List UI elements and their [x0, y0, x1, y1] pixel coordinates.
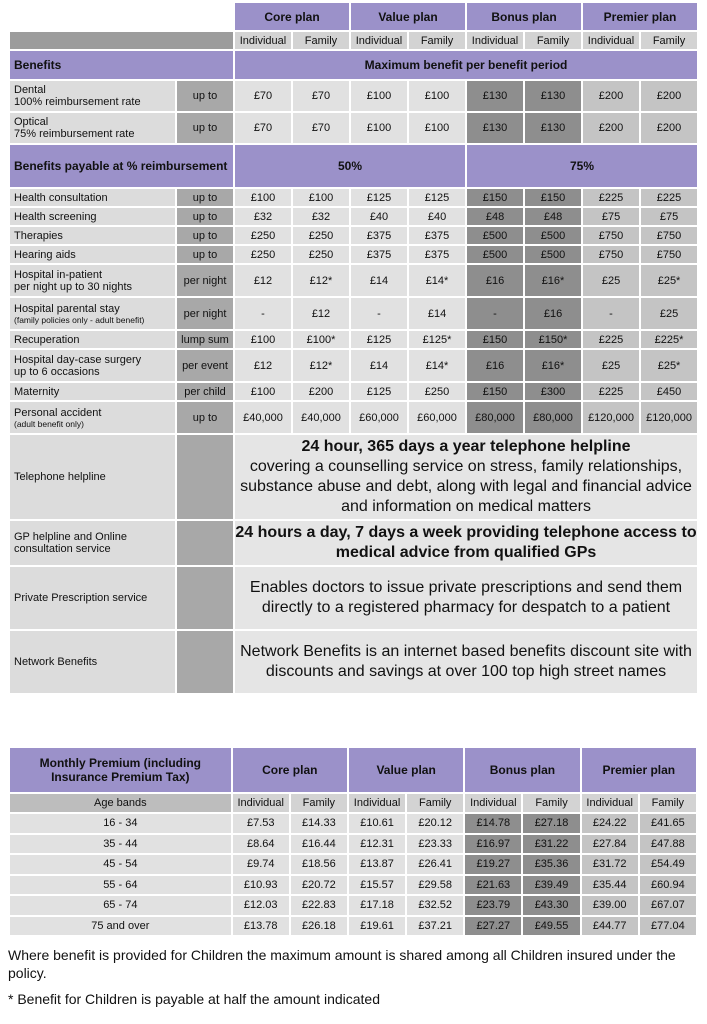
- premium-value: £14.33: [291, 814, 347, 833]
- benefit-value: £500: [525, 227, 581, 244]
- benefit-value: £500: [467, 227, 523, 244]
- benefit-name: Hearing aids: [14, 248, 76, 261]
- subheader-individual: Individual: [583, 32, 639, 49]
- premium-value: £14.78: [465, 814, 521, 833]
- benefit-value: -: [583, 298, 639, 329]
- benefit-value: £32: [293, 208, 349, 225]
- benefit-value: £200: [293, 383, 349, 400]
- service-row: [10, 435, 697, 519]
- benefit-row: [10, 298, 697, 329]
- benefit-value: £25: [583, 265, 639, 296]
- benefit-value: £225: [583, 331, 639, 348]
- age-bands-label: Age bands: [10, 794, 231, 812]
- premium-value: £20.72: [291, 876, 347, 895]
- pct-header: Benefits payable at % reimbursement: [10, 145, 233, 187]
- benefit-value: £250: [293, 227, 349, 244]
- benefit-value: -: [467, 298, 523, 329]
- premium-value: £32.52: [407, 896, 463, 915]
- premium-table: [8, 746, 698, 937]
- benefit-value: £14: [351, 265, 407, 296]
- benefit-name: Dental: [14, 84, 46, 96]
- benefit-label: [10, 246, 175, 263]
- subheader-individual: Individual: [351, 32, 407, 49]
- premium-row: [10, 835, 696, 854]
- service-unit-blank: [177, 567, 233, 629]
- benefit-value: £500: [525, 246, 581, 263]
- benefit-value: £150: [467, 331, 523, 348]
- pct-rows: [10, 189, 697, 433]
- service-headline: 24 hours a day, 7 days a week providing telephone access to medical advice from qualified GPs: [235, 524, 697, 561]
- benefit-label: [10, 189, 175, 206]
- premium-value: £7.53: [233, 814, 289, 833]
- benefit-unit: up to: [177, 189, 233, 206]
- benefit-value: £250: [235, 227, 291, 244]
- benefit-value: £40: [351, 208, 407, 225]
- premium-subheader: Individual: [465, 794, 521, 812]
- pct-75-header: 75%: [467, 145, 697, 187]
- plan-header-premier: Premier plan: [583, 3, 697, 30]
- benefit-value: £375: [351, 227, 407, 244]
- subheader-individual: Individual: [235, 32, 291, 49]
- service-label: GP helpline and Online consultation service: [10, 521, 175, 565]
- subheader-family: Family: [409, 32, 465, 49]
- benefit-row: [10, 331, 697, 348]
- premium-value: £54.49: [640, 855, 696, 874]
- premium-value: £67.07: [640, 896, 696, 915]
- premium-plan-bonus: Bonus plan: [465, 748, 579, 792]
- benefits-header: Benefits: [10, 51, 233, 79]
- premium-value: £16.97: [465, 835, 521, 854]
- benefit-value: -: [235, 298, 291, 329]
- service-description: [235, 521, 697, 565]
- premium-value: £10.61: [349, 814, 405, 833]
- benefit-label: [10, 350, 175, 381]
- benefit-value: £25*: [641, 350, 697, 381]
- benefit-value: £225: [583, 383, 639, 400]
- benefit-unit: per child: [177, 383, 233, 400]
- premium-value: £21.63: [465, 876, 521, 895]
- subheader-family: Family: [525, 32, 581, 49]
- benefit-value: £120,000: [583, 402, 639, 433]
- benefit-value: £225: [641, 189, 697, 206]
- premium-value: £49.55: [523, 917, 579, 936]
- premium-value: £27.27: [465, 917, 521, 936]
- benefit-name: Health screening: [14, 210, 97, 223]
- premium-value: £19.61: [349, 917, 405, 936]
- benefit-unit: up to: [177, 208, 233, 225]
- premium-value: £23.79: [465, 896, 521, 915]
- premium-value: £13.87: [349, 855, 405, 874]
- benefit-value: £375: [409, 227, 465, 244]
- benefit-value: £75: [583, 208, 639, 225]
- full-rate-rows: [10, 81, 697, 143]
- benefit-row: [10, 350, 697, 381]
- benefit-name: Therapies: [14, 229, 63, 242]
- service-label: Private Prescription service: [10, 567, 175, 629]
- benefit-value: £16: [467, 350, 523, 381]
- premium-value: £39.49: [523, 876, 579, 895]
- service-text: Enables doctors to issue private prescriptions and send them directly to a registered pharmacy for despatch to a patient: [249, 579, 683, 616]
- service-label: Telephone helpline: [10, 435, 175, 519]
- max-benefit-header: Maximum benefit per benefit period: [235, 51, 697, 79]
- premium-value: £37.21: [407, 917, 463, 936]
- premium-value: £26.18: [291, 917, 347, 936]
- premium-value: £77.04: [640, 917, 696, 936]
- benefit-value: £12*: [293, 350, 349, 381]
- benefit-value: £200: [641, 113, 697, 143]
- benefit-value: £40,000: [235, 402, 291, 433]
- benefit-value: £48: [525, 208, 581, 225]
- service-row: [10, 631, 697, 693]
- premium-value: £35.44: [582, 876, 638, 895]
- benefit-label: [10, 227, 175, 244]
- benefit-label: [10, 208, 175, 225]
- benefit-value: £130: [467, 81, 523, 111]
- benefit-value: £100: [235, 383, 291, 400]
- benefit-label: [10, 113, 175, 143]
- benefit-value: £500: [467, 246, 523, 263]
- premium-value: £44.77: [582, 917, 638, 936]
- age-band: 75 and over: [10, 917, 231, 936]
- benefit-unit: lump sum: [177, 331, 233, 348]
- benefit-value: £130: [525, 81, 581, 111]
- benefit-row: [10, 383, 697, 400]
- premium-value: £26.41: [407, 855, 463, 874]
- subheader-individual: Individual: [467, 32, 523, 49]
- benefit-value: £125: [409, 189, 465, 206]
- benefits-table: [8, 1, 699, 695]
- benefit-value: £100: [351, 113, 407, 143]
- benefit-value: £80,000: [467, 402, 523, 433]
- benefit-value: £450: [641, 383, 697, 400]
- premium-subheader: Individual: [349, 794, 405, 812]
- benefit-row: [10, 227, 697, 244]
- benefit-name: Optical: [14, 116, 49, 128]
- benefit-value: £25*: [641, 265, 697, 296]
- footnote-children-shared: Where benefit is provided for Children the maximum amount is shared among all Children insured under the policy.: [8, 947, 676, 981]
- benefit-value: £200: [641, 81, 697, 111]
- benefit-sublabel: up to 6 occasions: [14, 365, 100, 378]
- benefit-value: £100: [293, 189, 349, 206]
- benefit-value: £40,000: [293, 402, 349, 433]
- benefit-row: [10, 208, 697, 225]
- benefit-value: £150: [467, 189, 523, 206]
- benefit-unit: up to: [177, 402, 233, 433]
- subheader-family: Family: [641, 32, 697, 49]
- benefit-sublabel: 100% reimbursement rate: [14, 96, 141, 108]
- benefit-label: [10, 265, 175, 296]
- age-band: 65 - 74: [10, 896, 231, 915]
- premium-plan-premier: Premier plan: [582, 748, 696, 792]
- premium-row: [10, 876, 696, 895]
- premium-value: £60.94: [640, 876, 696, 895]
- benefit-value: £125*: [409, 331, 465, 348]
- benefit-value: £12: [235, 265, 291, 296]
- benefit-value: £70: [293, 113, 349, 143]
- benefit-label: [10, 402, 175, 433]
- benefit-name: Hospital day-case surgery: [14, 353, 142, 366]
- benefit-value: -: [351, 298, 407, 329]
- benefit-value: £32: [235, 208, 291, 225]
- benefit-sublabel: (adult benefit only): [14, 418, 84, 429]
- premium-value: £9.74: [233, 855, 289, 874]
- subheader-family: Family: [293, 32, 349, 49]
- premium-value: £18.56: [291, 855, 347, 874]
- benefit-value: £750: [641, 246, 697, 263]
- premium-value: £8.64: [233, 835, 289, 854]
- premium-value: £19.27: [465, 855, 521, 874]
- benefit-value: £16*: [525, 350, 581, 381]
- premium-subheader: Individual: [582, 794, 638, 812]
- benefit-value: £125: [351, 383, 407, 400]
- premium-value: £43.30: [523, 896, 579, 915]
- premium-value: £27.18: [523, 814, 579, 833]
- service-label: Network Benefits: [10, 631, 175, 693]
- age-band: 16 - 34: [10, 814, 231, 833]
- premium-row: [10, 917, 696, 936]
- premium-value: £24.22: [582, 814, 638, 833]
- benefit-value: £225: [583, 189, 639, 206]
- benefit-value: £200: [583, 113, 639, 143]
- benefit-value: £225*: [641, 331, 697, 348]
- benefit-value: £120,000: [641, 402, 697, 433]
- benefit-value: £60,000: [351, 402, 407, 433]
- benefit-value: £100: [409, 81, 465, 111]
- plan-header-value: Value plan: [351, 3, 465, 30]
- benefit-row: [10, 189, 697, 206]
- premium-plan-core: Core plan: [233, 748, 347, 792]
- premium-subheader: Family: [523, 794, 579, 812]
- premium-value: £41.65: [640, 814, 696, 833]
- benefit-value: £48: [467, 208, 523, 225]
- premium-value: £20.12: [407, 814, 463, 833]
- age-band: 45 - 54: [10, 855, 231, 874]
- benefit-value: £300: [525, 383, 581, 400]
- benefit-label: [10, 298, 175, 329]
- premium-value: £13.78: [233, 917, 289, 936]
- benefit-value: £80,000: [525, 402, 581, 433]
- premium-rows: [10, 814, 696, 935]
- benefit-value: £750: [641, 227, 697, 244]
- service-unit-blank: [177, 521, 233, 565]
- premium-value: £22.83: [291, 896, 347, 915]
- benefit-value: £16*: [525, 265, 581, 296]
- benefit-value: £70: [235, 81, 291, 111]
- service-unit-blank: [177, 631, 233, 693]
- premium-value: £23.33: [407, 835, 463, 854]
- service-description: [235, 567, 697, 629]
- footnotes: [8, 946, 698, 1016]
- subheader-blank: [10, 32, 233, 49]
- benefit-value: £12: [235, 350, 291, 381]
- benefit-value: £750: [583, 246, 639, 263]
- benefit-value: £250: [409, 383, 465, 400]
- benefit-value: £70: [235, 113, 291, 143]
- benefit-value: £75: [641, 208, 697, 225]
- benefit-value: £750: [583, 227, 639, 244]
- benefit-name: Recuperation: [14, 333, 80, 346]
- benefit-value: £150*: [525, 331, 581, 348]
- benefit-value: £125: [351, 331, 407, 348]
- benefit-value: £60,000: [409, 402, 465, 433]
- benefit-sublabel: 75% reimbursement rate: [14, 128, 135, 140]
- benefit-value: £100*: [293, 331, 349, 348]
- benefit-value: £25: [583, 350, 639, 381]
- premium-value: £35.36: [523, 855, 579, 874]
- premium-value: £47.88: [640, 835, 696, 854]
- benefit-value: £150: [525, 189, 581, 206]
- benefit-value: £100: [409, 113, 465, 143]
- benefit-value: £125: [351, 189, 407, 206]
- premium-subheader: Individual: [233, 794, 289, 812]
- benefit-value: £130: [525, 113, 581, 143]
- benefit-unit: up to: [177, 81, 233, 111]
- benefit-value: £16: [525, 298, 581, 329]
- premium-value: £12.31: [349, 835, 405, 854]
- benefit-row: [10, 246, 697, 263]
- service-text: covering a counselling service on stress, family relationships, substance abuse and debt, along with legal and financial advice and information on medical matters: [240, 458, 692, 515]
- benefit-value: £14*: [409, 265, 465, 296]
- service-headline: 24 hour, 365 days a year telephone helpline: [301, 438, 631, 455]
- benefit-value: £40: [409, 208, 465, 225]
- benefit-value: £12: [293, 298, 349, 329]
- benefit-value: £200: [583, 81, 639, 111]
- benefit-value: £14: [351, 350, 407, 381]
- benefit-sublabel: (family policies only - adult benefit): [14, 314, 145, 325]
- plan-header-bonus: Bonus plan: [467, 3, 581, 30]
- benefit-value: £250: [293, 246, 349, 263]
- premium-value: £29.58: [407, 876, 463, 895]
- service-rows: [10, 435, 697, 693]
- benefit-value: £250: [235, 246, 291, 263]
- benefit-unit: up to: [177, 246, 233, 263]
- benefit-value: £375: [351, 246, 407, 263]
- premium-subheader: Family: [291, 794, 347, 812]
- benefit-value: £100: [235, 189, 291, 206]
- corner-blank: [10, 3, 233, 30]
- benefit-unit: per night: [177, 298, 233, 329]
- premium-subheader: Family: [407, 794, 463, 812]
- benefit-row: [10, 113, 697, 143]
- footnote-children-half: * Benefit for Children is payable at half the amount indicated: [8, 991, 381, 1007]
- premium-value: £27.84: [582, 835, 638, 854]
- plan-header-core: Core plan: [235, 3, 349, 30]
- benefit-label: [10, 331, 175, 348]
- benefit-value: £14*: [409, 350, 465, 381]
- benefit-unit: up to: [177, 227, 233, 244]
- service-description: [235, 435, 697, 519]
- benefit-sublabel: per night up to 30 nights: [14, 280, 133, 293]
- age-band: 55 - 64: [10, 876, 231, 895]
- benefit-value: £12*: [293, 265, 349, 296]
- age-band: 35 - 44: [10, 835, 231, 854]
- benefit-value: £150: [467, 383, 523, 400]
- premium-value: £12.03: [233, 896, 289, 915]
- service-description: [235, 631, 697, 693]
- benefit-row: [10, 402, 697, 433]
- premium-value: £16.44: [291, 835, 347, 854]
- benefit-unit: per event: [177, 350, 233, 381]
- premium-value: £39.00: [582, 896, 638, 915]
- benefit-name: Health consultation: [14, 191, 108, 204]
- premium-value: £15.57: [349, 876, 405, 895]
- benefit-row: [10, 81, 697, 111]
- benefit-value: £375: [409, 246, 465, 263]
- benefit-name: Personal accident: [14, 406, 102, 419]
- benefit-unit: per night: [177, 265, 233, 296]
- benefit-value: £16: [467, 265, 523, 296]
- benefit-value: £70: [293, 81, 349, 111]
- benefit-value: £25: [641, 298, 697, 329]
- premium-value: £17.18: [349, 896, 405, 915]
- benefit-name: Hospital parental stay: [14, 302, 120, 315]
- premium-value: £31.72: [582, 855, 638, 874]
- benefit-name: Maternity: [14, 385, 60, 398]
- premium-row: [10, 814, 696, 833]
- service-row: [10, 567, 697, 629]
- premium-value: £10.93: [233, 876, 289, 895]
- benefit-label: [10, 383, 175, 400]
- premium-subheader: Family: [640, 794, 696, 812]
- pct-50-header: 50%: [235, 145, 465, 187]
- benefit-label: [10, 81, 175, 111]
- benefit-value: £100: [235, 331, 291, 348]
- service-text: Network Benefits is an internet based benefits discount site with discounts and savings at over 100 top high street names: [240, 643, 692, 680]
- premium-plan-value: Value plan: [349, 748, 463, 792]
- benefit-row: [10, 265, 697, 296]
- service-unit-blank: [177, 435, 233, 519]
- premium-row: [10, 896, 696, 915]
- premium-row: [10, 855, 696, 874]
- service-row: [10, 521, 697, 565]
- benefit-unit: up to: [177, 113, 233, 143]
- benefit-value: £130: [467, 113, 523, 143]
- premium-title: Monthly Premium (including Insurance Premium Tax): [10, 748, 231, 792]
- premium-value: £31.22: [523, 835, 579, 854]
- benefit-value: £14: [409, 298, 465, 329]
- benefit-value: £100: [351, 81, 407, 111]
- benefit-name: Hospital in-patient: [14, 268, 103, 281]
